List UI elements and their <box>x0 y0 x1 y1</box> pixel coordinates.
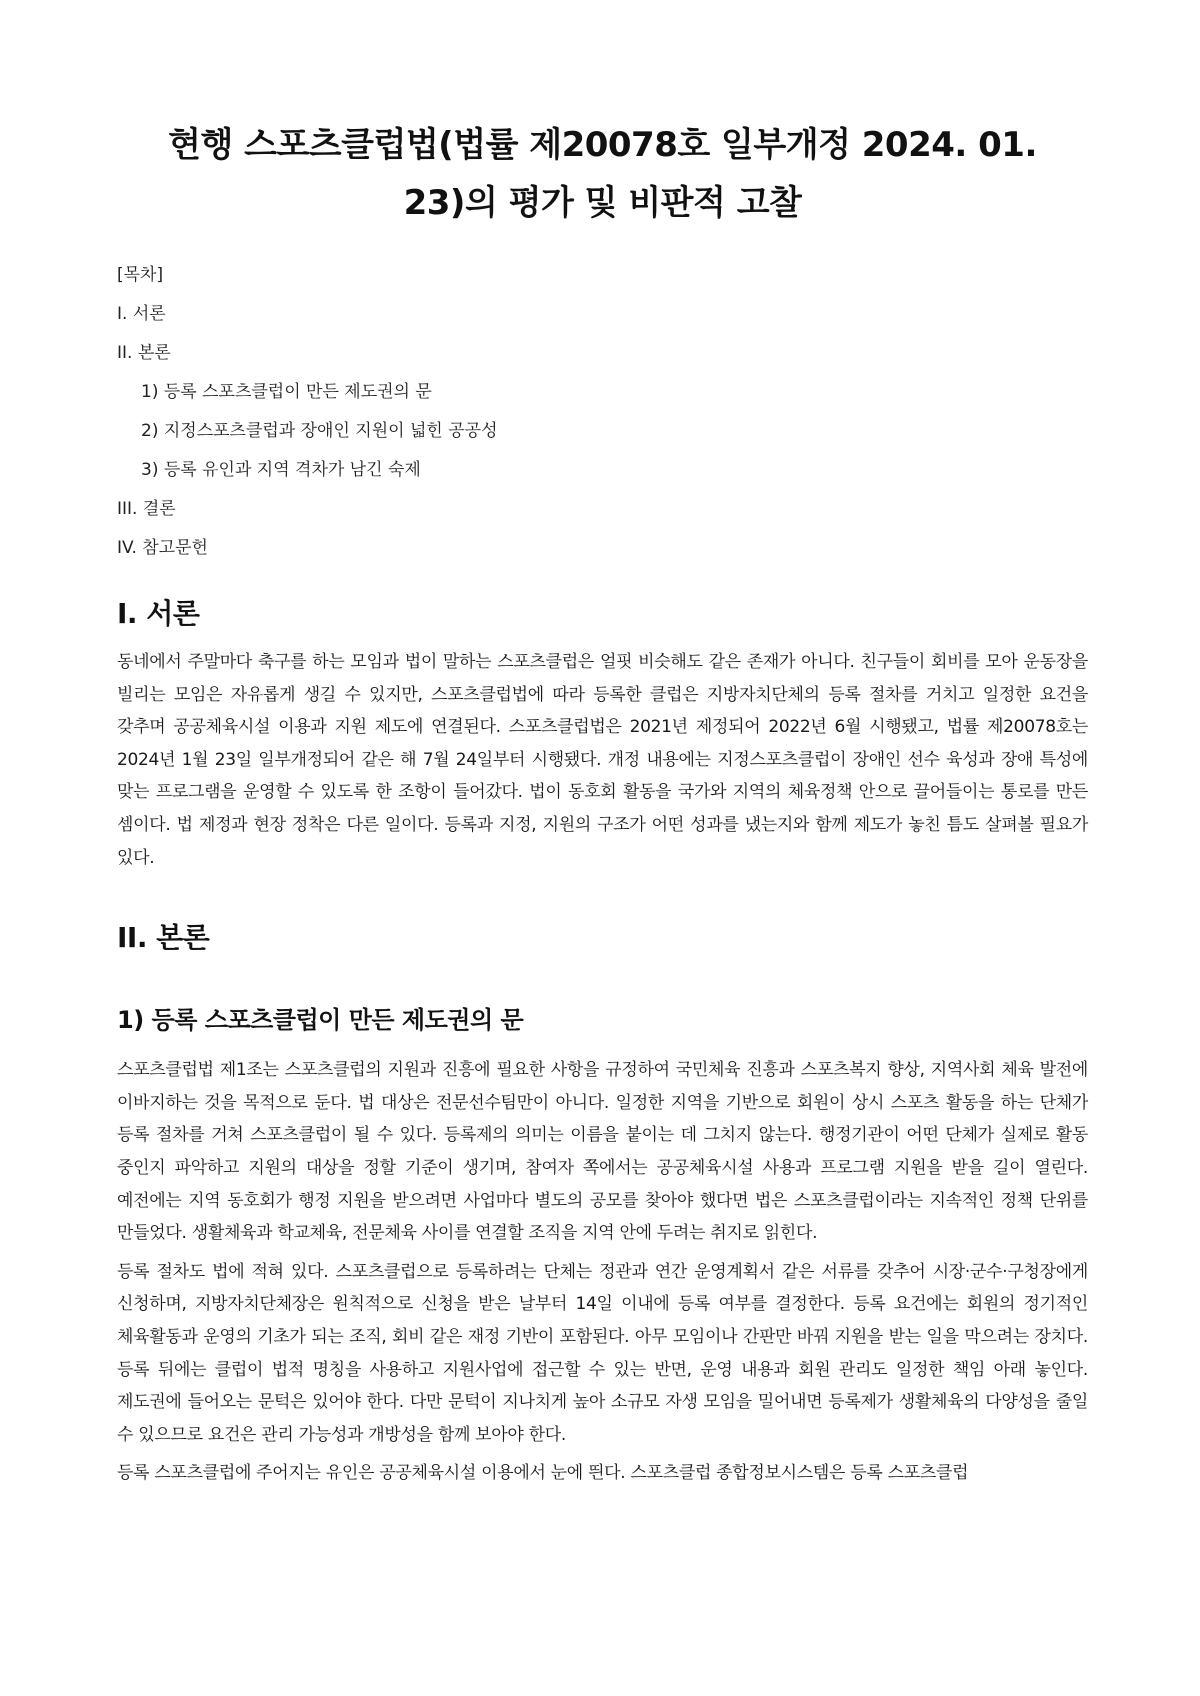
body-paragraph-3: 등록 스포츠클럽에 주어지는 유인은 공공체육시설 이용에서 눈에 띈다. 스포츠클럽 종합정보시스템은 등록 스포츠클럽 <box>117 1463 969 1484</box>
toc-item-body-3: 3) 등록 유인과 지역 격차가 남긴 숙제 <box>141 460 421 480</box>
toc-heading: [목차] <box>117 265 164 285</box>
introduction-paragraph: 동네에서 주말마다 축구를 하는 모임과 법이 말하는 스포츠클럽은 얼핏 비슷해도 같은 존재가 아니다. 친구들이 회비를 모아 운동장을 빌리는 모임은 자유롭게 생길 수 있지만, 스포츠클럽법에 따라 등록한 클럽은 지방자치단체의 등록 절차를 거치고 일정한 요건을 갖추며 공공체육시설 이용과 지원 제도에 연결된다. 스포츠클럽법은 2021년 제정되어 2022년 6월 시행됐고, 법률 제20078호는 2024년 1월 23일 일부개정되어 같은 해 7월 24일부터 시행됐다. 개정 내용에는 지정스포츠클럽이 장애인 선수 육성과 장애 특성에 맞는 프로그램을 운영할 수 있도록 한 조항이 들어갔다. 법이 동호회 활동을 국가와 지역의 체육정책 안으로 끌어들이는 통로를 만든 셈이다. 법 제정과 현장 정착은 다른 일이다. 등록과 지정, 지원의 구조가 어떤 성과를 냈는지와 함께 제도가 놓친 틈도 살펴볼 필요가 있다. <box>117 652 1088 868</box>
toc-item-introduction: I. 서론 <box>117 304 166 324</box>
toc-item-references: IV. 참고문헌 <box>117 538 208 558</box>
section-spacer <box>117 880 1088 902</box>
toc-item-body-2: 2) 지정스포츠클럽과 장애인 지원이 넓힌 공공성 <box>141 421 498 441</box>
toc-item-conclusion: III. 결론 <box>117 499 176 519</box>
toc-item-body: II. 본론 <box>117 343 171 363</box>
section-heading-body: II. 본론 <box>117 921 210 955</box>
subsection-heading-1: 1) 등록 스포츠클럽이 만든 제도권의 문 <box>117 1006 524 1035</box>
toc-item-body-1: 1) 등록 스포츠클럽이 만든 제도권의 문 <box>141 382 432 402</box>
document-title: 현행 스포츠클럽법(법률 제20078호 일부개정 2024. 01. 23)의 평가 및 비판적 고찰 <box>168 125 1037 223</box>
body-paragraph-1: 스포츠클럽법 제1조는 스포츠클럽의 지원과 진흥에 필요한 사항을 규정하여 국민체육 진흥과 스포츠복지 향상, 지역사회 체육 발전에 이바지하는 것을 목적으로 둔다. 법 대상은 전문선수팀만이 아니다. 일정한 지역을 기반으로 회원이 상시 스포츠 활동을 하는 단체가 등록 절차를 거쳐 스포츠클럽이 될 수 있다. 등록제의 의미는 이름을 붙이는 데 그치지 않는다. 행정기관이 어떤 단체가 실제로 활동 중인지 파악하고 지원의 대상을 정할 기준이 생기며, 참여자 쪽에서는 공공체육시설 사용과 프로그램 지원을 받을 길이 열린다. 예전에는 지역 동호회가 행정 지원을 받으려면 사업마다 별도의 공모를 찾아야 했다면 법은 스포츠클럽이라는 지속적인 정책 단위를 만들었다. 생활체육과 학교체육, 전문체육 사이를 연결할 조직을 지역 안에 두려는 취지로 읽힌다. <box>117 1060 1088 1244</box>
body-paragraph-2: 등록 절차도 법에 적혀 있다. 스포츠클럽으로 등록하려는 단체는 정관과 연간 운영계획서 같은 서류를 갖추어 시장·군수·구청장에게 신청하며, 지방자치단체장은 원칙적으로 신청을 받은 날부터 14일 이내에 등록 여부를 결정한다. 등록 요건에는 회원의 정기적인 체육활동과 운영의 기초가 되는 조직, 회비 같은 재정 기반이 포함된다. 아무 모임이나 간판만 바꿔 지원을 받는 일을 막으려는 장치다. 등록 뒤에는 클럽이 법적 명칭을 사용하고 지원사업에 접근할 수 있는 반면, 운영 내용과 회원 관리도 일정한 책임 아래 놓인다. 제도권에 들어오는 문턱은 있어야 한다. 다만 문턱이 지나치게 높아 소규모 자생 모임을 밀어내면 등록제가 생활체육의 다양성을 줄일 수 있으므로 요건은 관리 가능성과 개방성을 함께 보아야 한다. <box>117 1261 1088 1445</box>
section-heading-introduction: I. 서론 <box>117 597 200 630</box>
table-of-contents <box>117 256 1088 568</box>
